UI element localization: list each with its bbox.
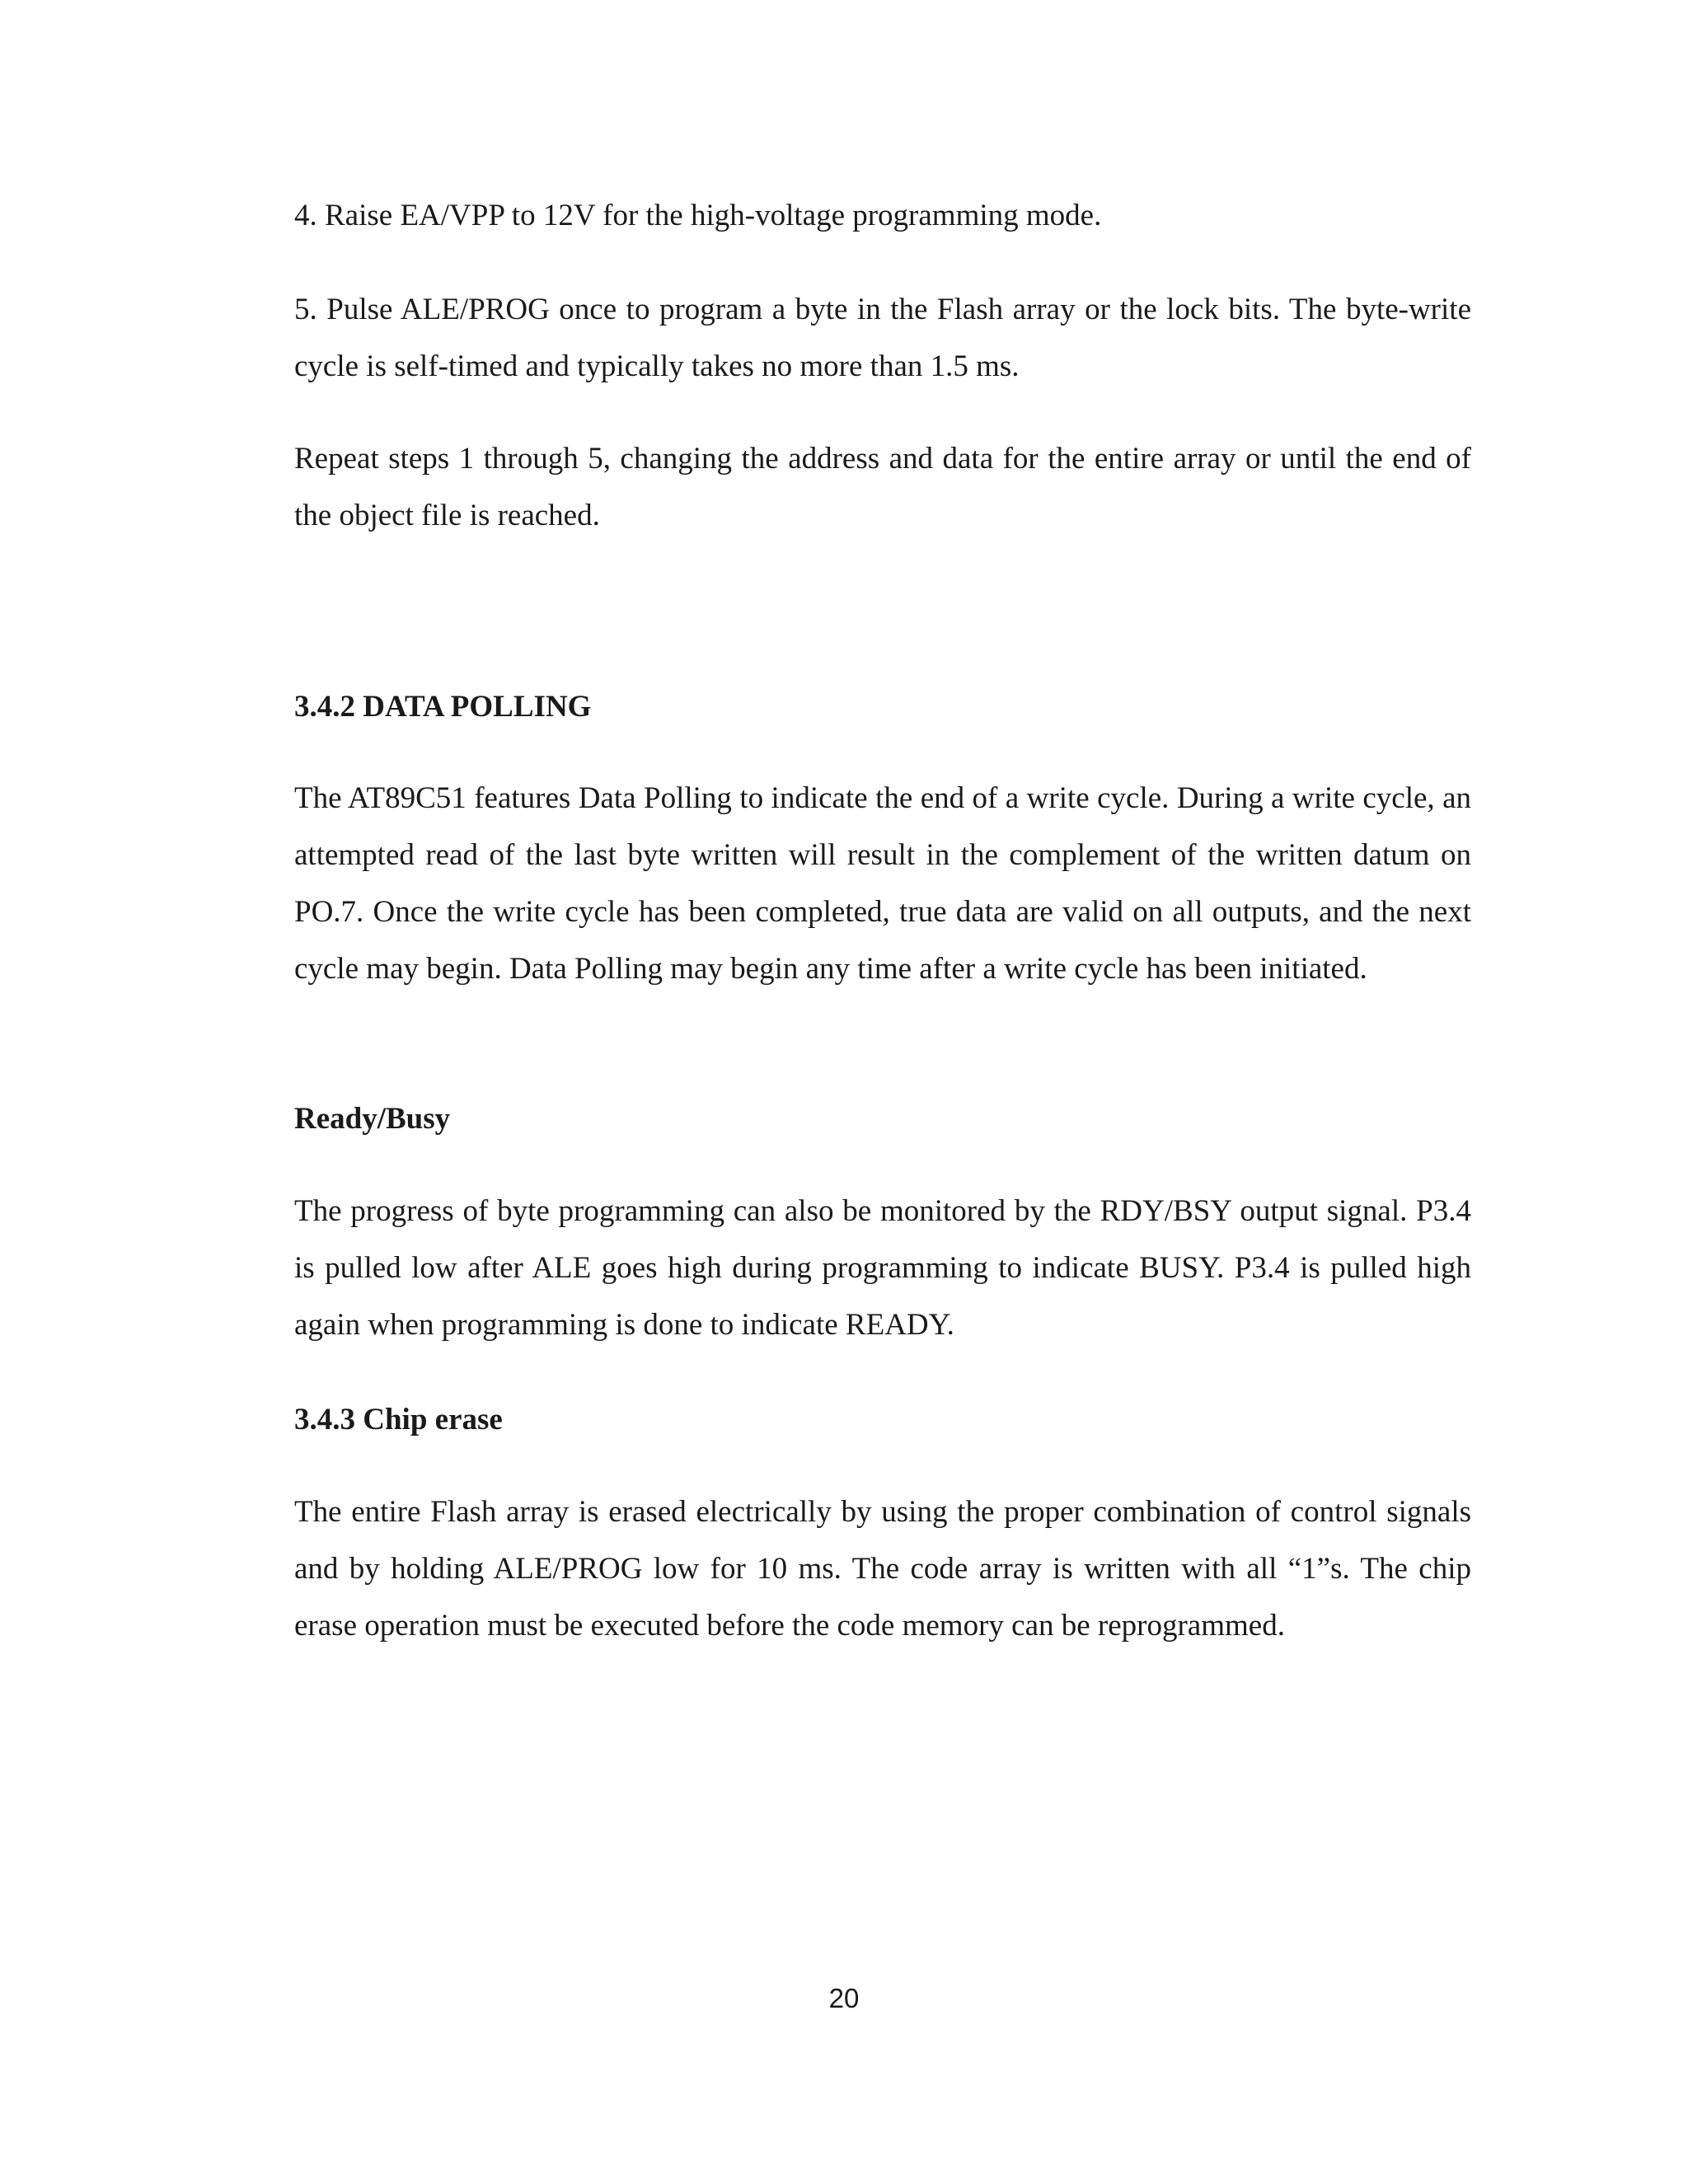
- chip-erase-paragraph: The entire Flash array is erased electrically by using the proper combination of control signals and by holding ALE/PROG low for 10 ms. The code array is written with all “1”s. The chip erase operation must be executed before the code memory can be reprogrammed.: [294, 1495, 1471, 1643]
- repeat-steps-paragraph: Repeat steps 1 through 5, changing the address and data for the entire array or until the end of the object file is reached.: [294, 442, 1471, 532]
- page-number: 20: [828, 1983, 860, 2013]
- ready-busy-heading: Ready/Busy: [294, 1102, 451, 1136]
- step-4-paragraph: 4. Raise EA/VPP to 12V for the high-voltage programming mode.: [294, 199, 1102, 232]
- step-5-paragraph: 5. Pulse ALE/PROG once to program a byte in the Flash array or the lock bits. The byte-write cycle is self-timed and typically takes no more than 1.5 ms.: [294, 293, 1471, 383]
- ready-busy-paragraph: The progress of byte programming can also be monitored by the RDY/BSY output signal. P3.4 is pulled low after ALE goes high during programming to indicate BUSY. P3.4 is pulled high again when programming is done to indicate READY.: [294, 1194, 1471, 1342]
- section-3-4-2-heading: 3.4.2 DATA POLLING: [294, 690, 592, 724]
- data-polling-paragraph: The AT89C51 features Data Polling to indicate the end of a write cycle. During a write cycle, an attempted read of the last byte written will result in the complement of the written datum on PO.7. Once the write cycle has been completed, true data are valid on all outputs, and the next cycle may begin. Data Polling may begin any time after a write cycle has been initiated.: [294, 781, 1471, 986]
- section-3-4-3-heading: 3.4.3 Chip erase: [294, 1403, 503, 1436]
